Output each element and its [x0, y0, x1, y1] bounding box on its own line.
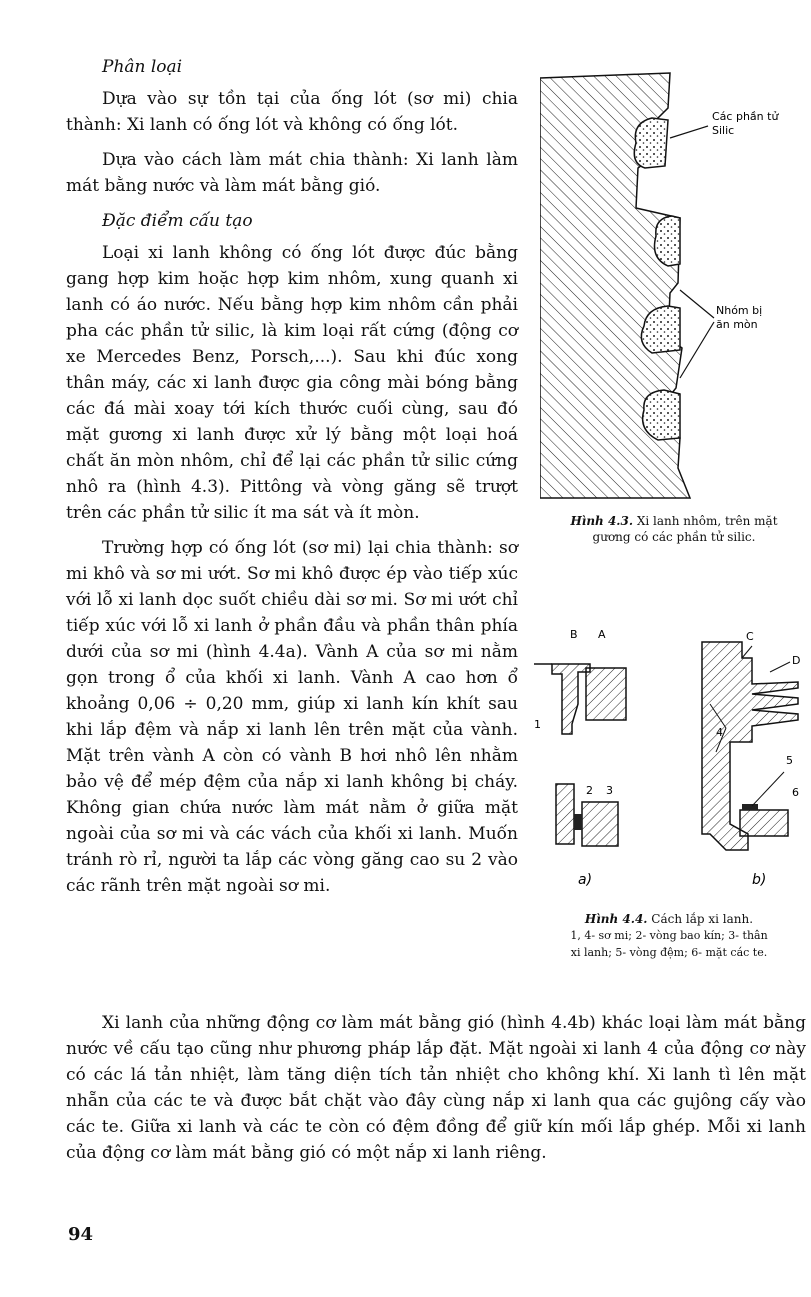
label-3: 3 — [606, 784, 613, 797]
label-worn-line2: ăn mòn — [716, 318, 758, 331]
pointer-line — [670, 126, 708, 138]
paragraph: Dựa vào cách làm mát chia thành: Xi lanh làm mát bằng nước và làm mát bằng gió. — [66, 150, 518, 196]
label-1: 1 — [534, 718, 541, 731]
figure-4-3-caption — [538, 513, 810, 545]
subfigure-a-label: a) — [578, 872, 593, 888]
heading-classification: Phân loại — [102, 57, 183, 77]
paragraph: Loại xi lanh không có ống lót được đúc bằng gang hợp kim hoặc hợp kim nhôm, xung quanh xi lanh có áo nước. Nếu bằng hợp kim nhôm cần phải pha các phần tử silic, là kim loại rất cứng (động cơ xe Mercedes Benz, Porsch,...). Sau khi đúc xong thân máy, các xi lanh được gia công mài bóng bằng các đá mài xoay tới kích thước cuối cùng, sau đó mặt gương xi lanh được xử lý bằng một loại hoá chất ăn mòn nhôm, chỉ để lại các phần tử silic cứng nhô ra (hình 4.3). Pittông và vòng găng sẽ trượt trên các phần tử silic ít ma sát và ít mòn. — [66, 243, 518, 523]
caption-text: Xi lanh nhôm, trên mặt — [633, 514, 778, 528]
label-a: A — [598, 628, 606, 641]
block-upper — [586, 668, 626, 720]
label-silicon-line2: Silic — [712, 124, 735, 137]
liner-1-lower — [556, 784, 574, 844]
label-6: 6 — [792, 786, 799, 799]
label-2: 2 — [586, 784, 593, 797]
label-b: B — [570, 628, 578, 641]
pointer-line — [680, 322, 714, 378]
left-column — [66, 54, 518, 908]
page-number: 94 — [68, 1224, 94, 1245]
pointer-line — [742, 646, 752, 658]
pointer-line — [680, 290, 714, 318]
gasket — [742, 804, 758, 810]
caption-title: Cách lắp xi lanh. — [647, 912, 754, 926]
label-d: D — [792, 654, 801, 667]
silicon-particle-texture — [634, 118, 668, 168]
label-worn-line1: Nhóm bị — [716, 304, 763, 317]
label-5: 5 — [786, 754, 793, 767]
figure-4-4-illustration — [530, 624, 808, 892]
liner-1-upper — [552, 664, 590, 734]
silicon-particle-texture — [655, 216, 681, 266]
caption-number: Hình 4.4. — [584, 912, 648, 926]
caption-number: Hình 4.3. — [570, 514, 634, 528]
label-c: C — [746, 630, 754, 643]
paragraph-full-width: Xi lanh của những động cơ làm mát bằng gió (hình 4.4b) khác loại làm mát bằng nước về cấu tạo cũng như phương pháp lắp đặt. Mặt ngoài xi lanh 4 của động cơ này có các lá tản nhiệt, làm tăng diện tích tản nhiệt cho không khí. Xi lanh tì lên mặt nhẵn của các te và được bắt chặt vào đây cùng nắp xi lanh qua các gujông cấy vào các te. Giữa xi lanh và các te còn có đệm đồng để giữ kín mối lắp ghép. Mỗi xi lanh của động cơ làm mát bằng gió có một nắp xi lanh riêng. — [66, 1013, 806, 1163]
caption-legend-1: 1, 4- sơ mi; 2- vòng bao kín; 3- thân — [570, 929, 768, 942]
label-4: 4 — [716, 726, 723, 739]
heading-structure: Đặc điểm cấu tạo — [102, 211, 253, 231]
seal-ring — [574, 814, 582, 830]
caption-text: gương có các phần tử silic. — [592, 530, 756, 544]
crankcase — [740, 810, 788, 836]
caption-legend-2: xi lanh; 5- vòng đệm; 6- mặt các te. — [570, 946, 768, 959]
label-silicon-line1: Các phần tử — [712, 110, 779, 123]
pointer-line — [770, 662, 790, 672]
subfigure-b-label: b) — [752, 872, 767, 888]
paragraph: Trường hợp có ống lót (sơ mi) lại chia thành: sơ mi khô và sơ mi ướt. Sơ mi khô được ép vào tiếp xúc với lỗ xi lanh dọc suốt chiều dài sơ mi. Sơ mi ướt chỉ tiếp xúc với lỗ xi lanh ở phần đầu và phần thân phía dưới của sơ mi (hình 4.4a). Vành A của sơ mi nằm gọn trong ổ của khối xi lanh. Vành A cao hơn ổ khoảng 0,06 ÷ 0,20 mm, giúp xi lanh kín khít sau khi lắp đệm và nắp xi lanh lên trên mặt của vành. Mặt trên vành A còn có vành B hơi nhô lên nhằm bảo vệ để mép đệm của nắp xi lanh không bị cháy. Không gian chứa nước làm mát nằm ở giữa mặt ngoài của sơ mi và các vách của khối xi lanh. Muốn tránh rò rỉ, người ta lắp các vòng găng cao su 2 vào các rãnh trên mặt ngoài sơ mi. — [66, 538, 518, 896]
figure-4-3-illustration — [540, 68, 808, 508]
silicon-particle-texture — [643, 390, 680, 440]
paragraph: Dựa vào sự tồn tại của ống lót (sơ mi) chia thành: Xi lanh có ống lót và không có ống lót. — [66, 89, 518, 135]
figure-4-4-caption — [530, 911, 808, 961]
block-lower — [582, 802, 618, 846]
pointer-line — [752, 772, 784, 806]
